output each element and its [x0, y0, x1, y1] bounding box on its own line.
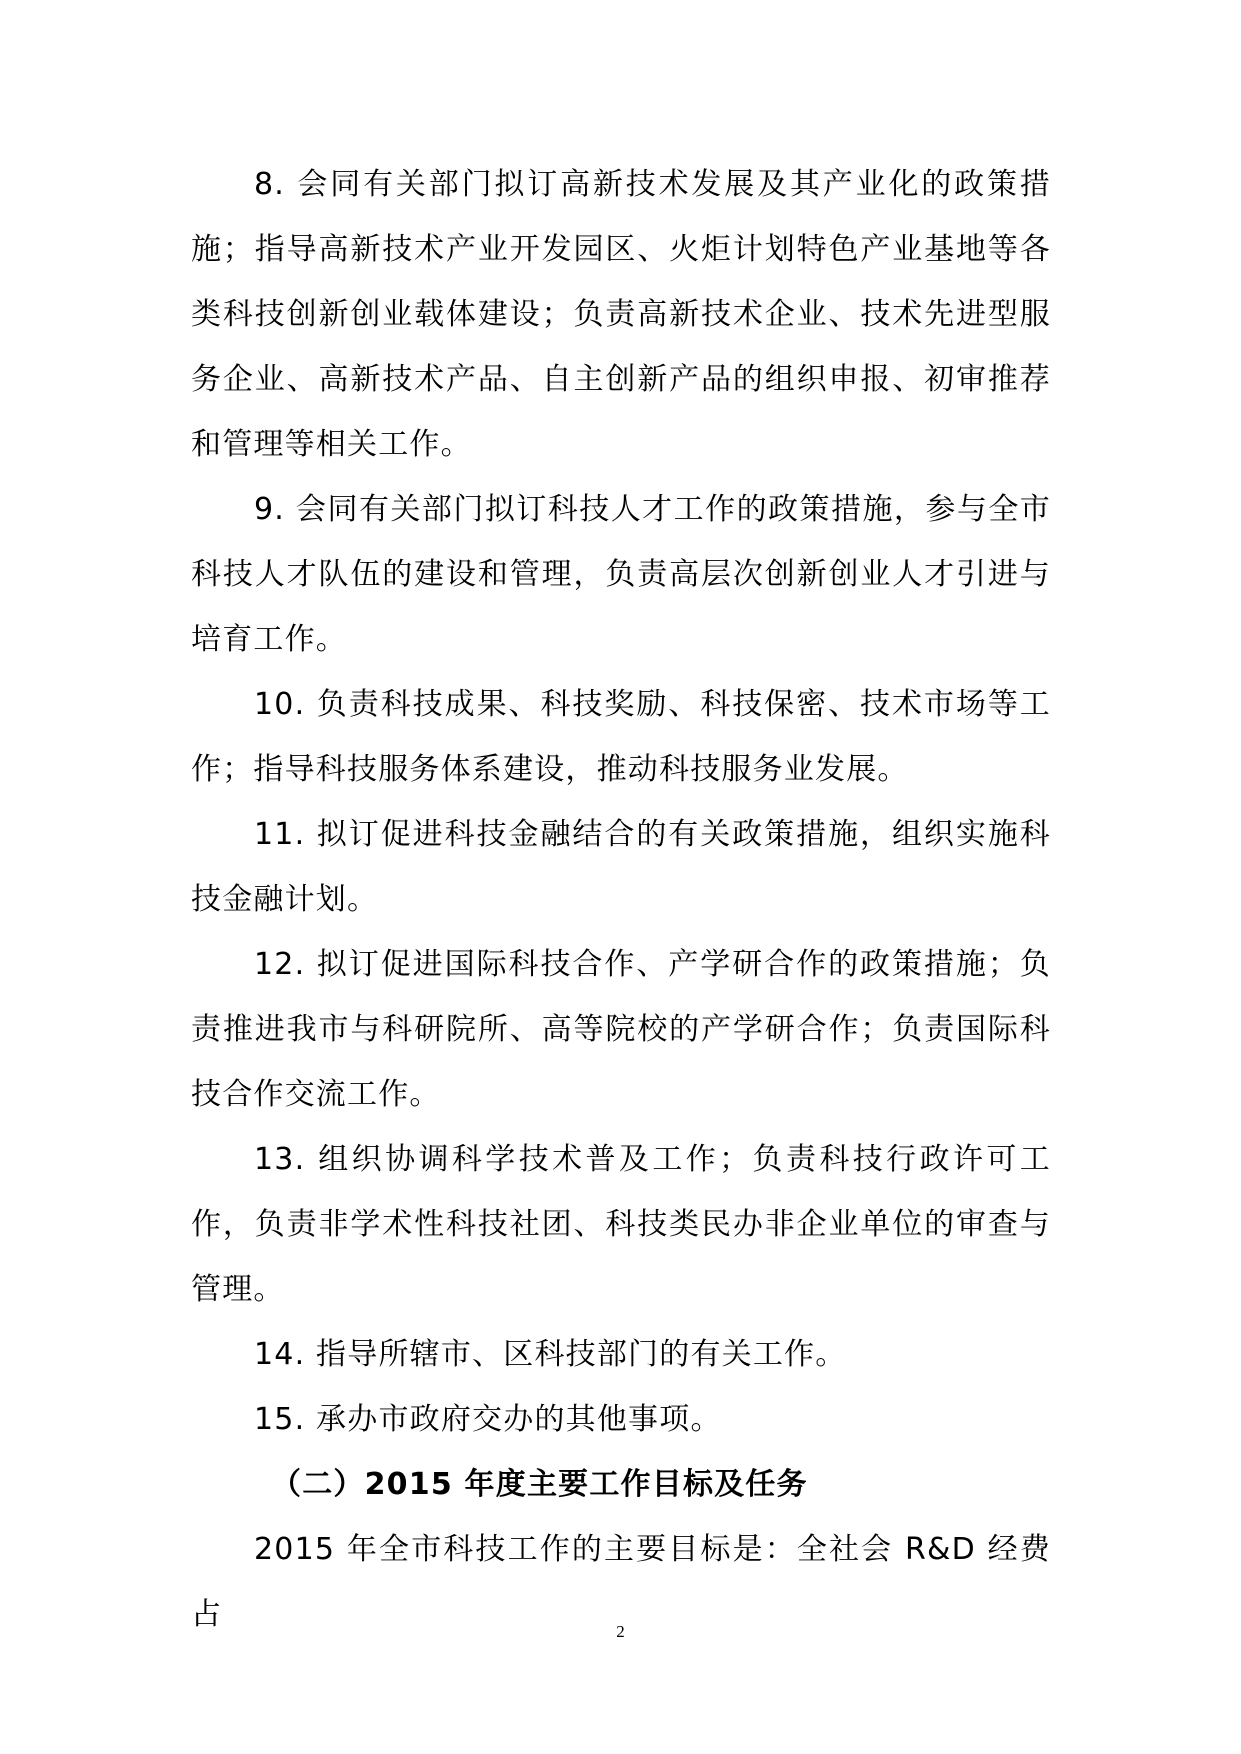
list-item-15: 15. 承办市政府交办的其他事项。 — [254, 1402, 722, 1437]
page-number: 2 — [616, 1622, 625, 1641]
list-item-10: 10. 负责科技成果、科技奖励、科技保密、技术市场等工作；指导科技服务体系建设，推动科技服务业发展。 — [191, 687, 1051, 787]
list-item-13: 13. 组织协调科学技术普及工作；负责科技行政许可工作，负责非学术性科技社团、科技类民办非企业单位的审查与管理。 — [191, 1142, 1051, 1307]
section-heading: （二）2015 年度主要工作目标及任务 — [271, 1467, 808, 1502]
body-text — [191, 152, 1051, 1647]
list-item-11: 11. 拟订促进科技金融结合的有关政策措施，组织实施科技金融计划。 — [191, 817, 1051, 917]
list-item-14: 14. 指导所辖市、区科技部门的有关工作。 — [254, 1337, 847, 1372]
list-item-12: 12. 拟订促进国际科技合作、产学研合作的政策措施；负责推进我市与科研院所、高等院校的产学研合作；负责国际科技合作交流工作。 — [191, 947, 1051, 1112]
list-item-9: 9. 会同有关部门拟订科技人才工作的政策措施，参与全市科技人才队伍的建设和管理，负责高层次创新创业人才引进与培育工作。 — [191, 492, 1051, 657]
closing-paragraph: 2015 年全市科技工作的主要目标是：全社会 R&D 经费占 — [191, 1532, 1051, 1632]
list-item-8: 8. 会同有关部门拟订高新技术发展及其产业化的政策措施；指导高新技术产业开发园区、火炬计划特色产业基地等各类科技创新创业载体建设；负责高新技术企业、技术先进型服务企业、高新技术产品、自主创新产品的组织申报、初审推荐和管理等相关工作。 — [191, 167, 1051, 462]
